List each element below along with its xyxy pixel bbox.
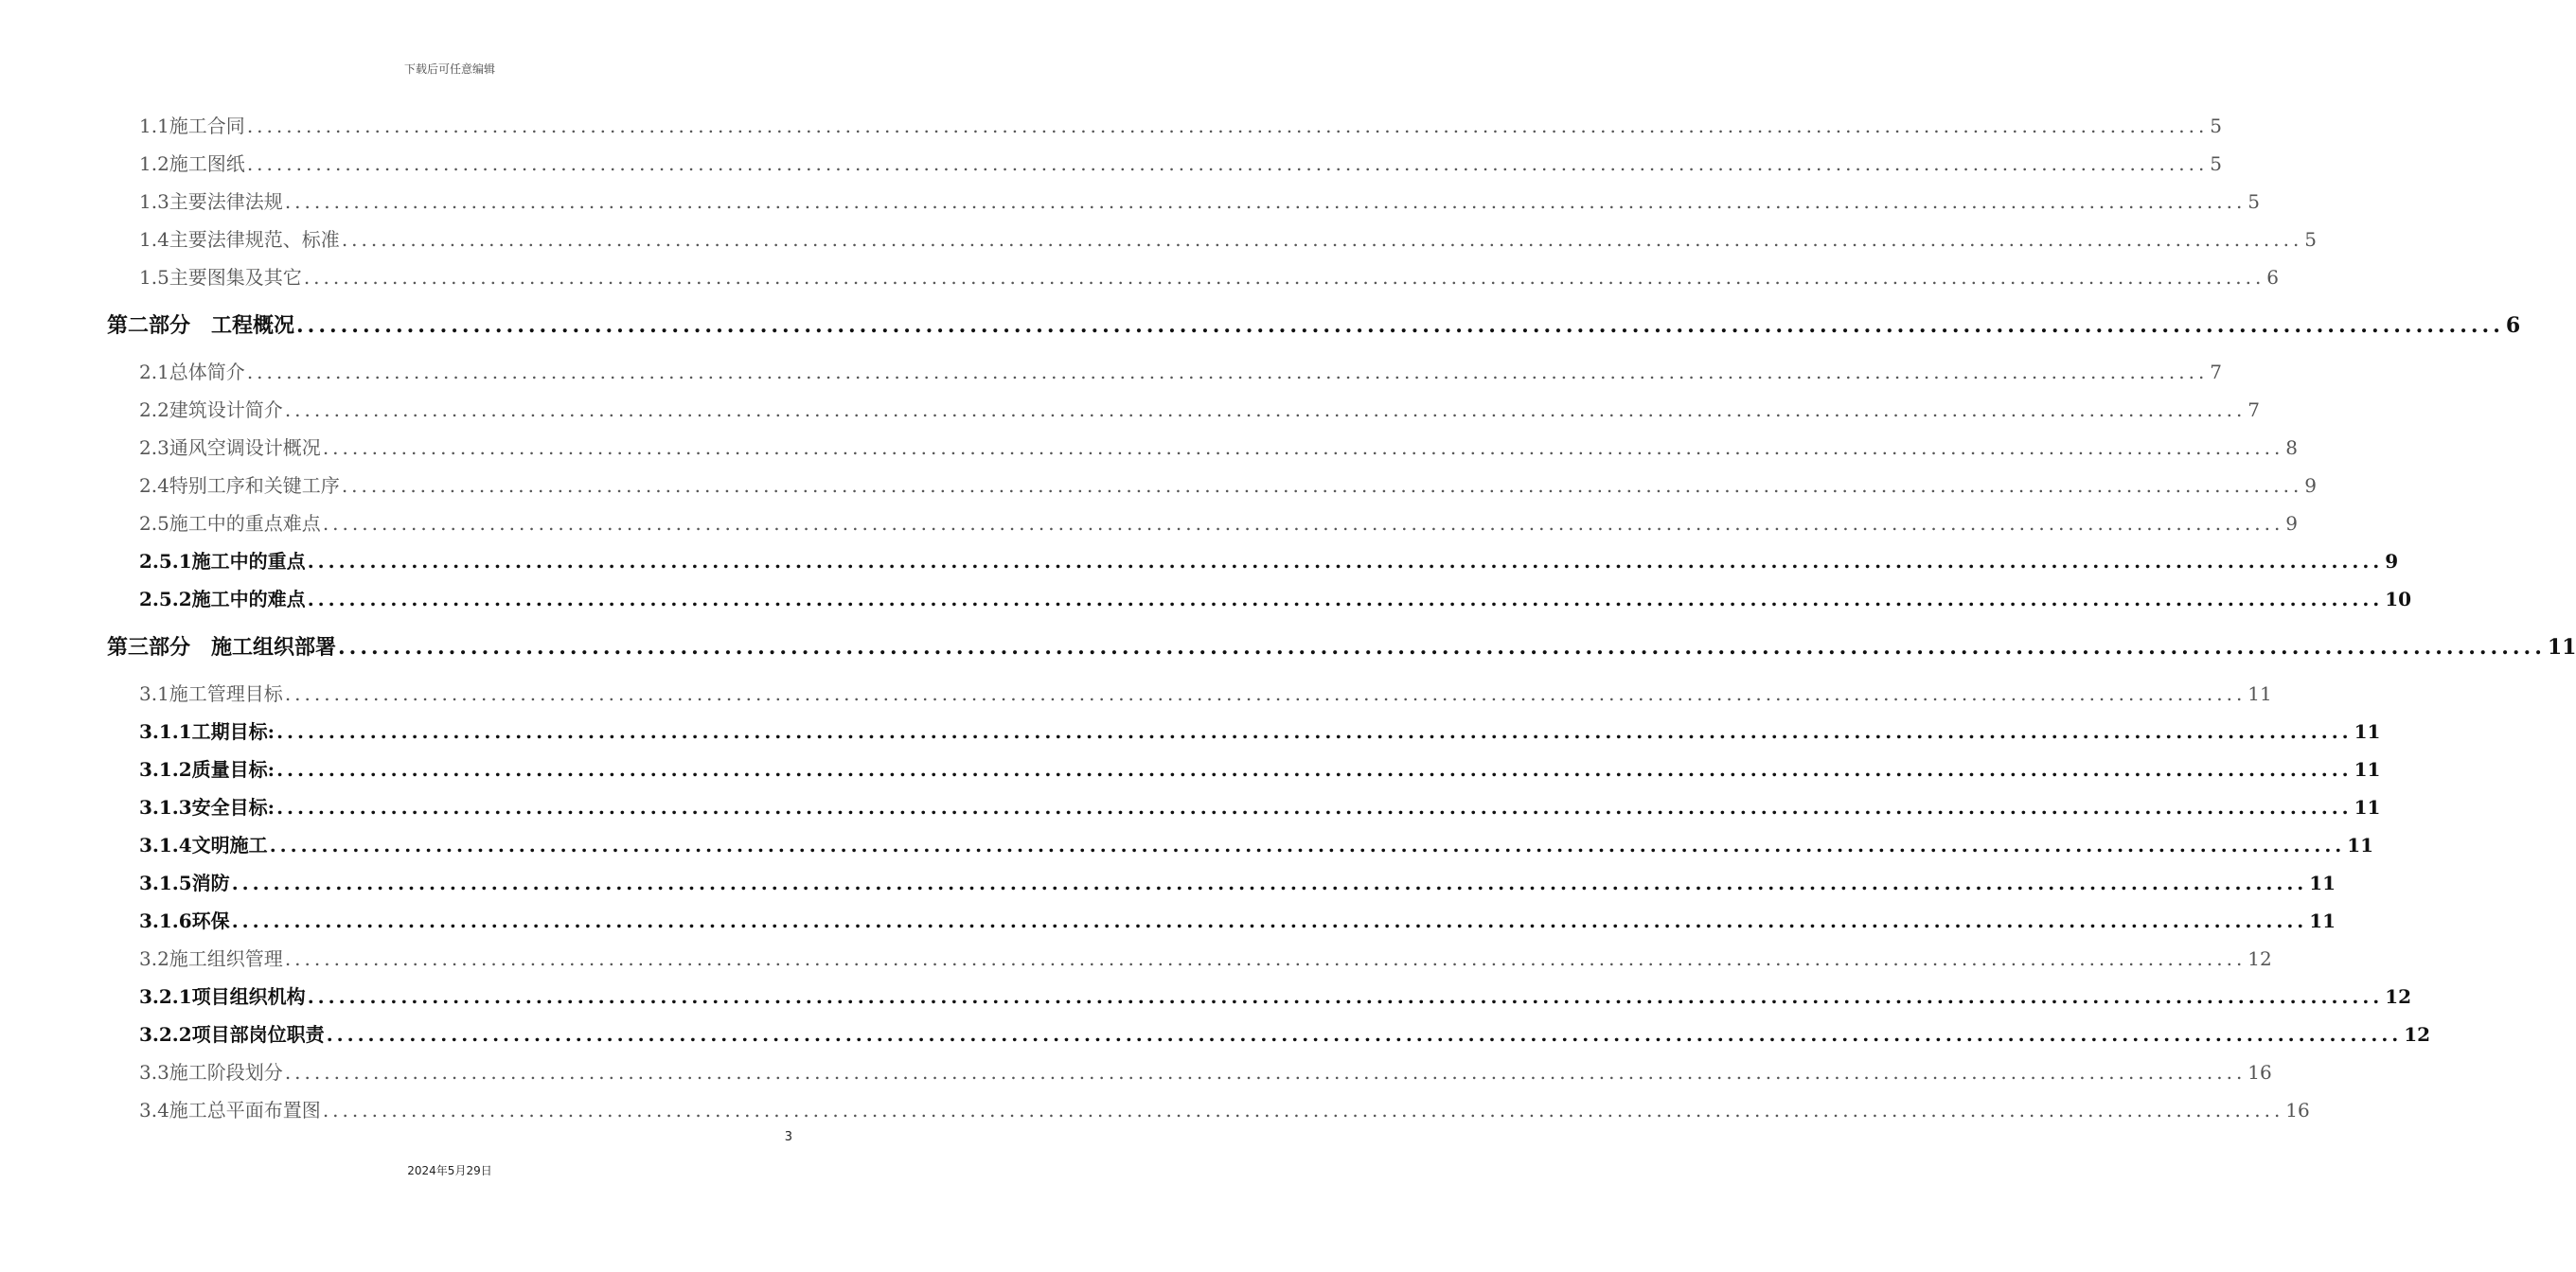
toc-entry-title: 1.1施工合同 [139, 115, 245, 137]
toc-entry[interactable] [139, 187, 2261, 216]
toc-entry-title: 3.1.4文明施工 [139, 834, 268, 857]
toc-leader-dots: ........................................................................................................................................................................................................ [246, 152, 2209, 175]
toc-leader-dots: ........................................................................................................................................................................................................ [341, 228, 2303, 251]
toc-entry[interactable] [139, 793, 2381, 822]
toc-leader-dots: ........................................................................................................................................................................................................ [338, 635, 2546, 660]
toc-leader-dots: ........................................................................................................................................................................................................ [341, 474, 2303, 497]
toc-entry-page: 5 [2210, 115, 2223, 137]
toc-entry[interactable] [139, 358, 2223, 386]
toc-entry-page: 10 [2385, 588, 2412, 610]
toc-entry[interactable] [139, 433, 2299, 462]
toc-entry-page: 7 [2210, 361, 2223, 383]
toc-entry[interactable] [139, 755, 2381, 784]
toc-leader-dots: ........................................................................................................................................................................................................ [246, 115, 2209, 137]
toc-entry-page: 12 [2247, 947, 2272, 970]
toc-entry-page: 9 [2304, 474, 2318, 497]
toc-leader-dots: ........................................................................................................................................................................................................ [303, 266, 2265, 289]
toc-leader-dots: ........................................................................................................................................................................................................ [322, 436, 2284, 459]
toc-entry-title: 1.4主要法律规范、标准 [139, 228, 340, 251]
toc-entry[interactable] [139, 945, 2272, 973]
toc-entry[interactable] [139, 680, 2272, 708]
toc-leader-dots: ........................................................................................................................................................................................................ [284, 398, 2247, 421]
toc-entry-title: 2.1总体简介 [139, 361, 245, 383]
toc-entry[interactable] [139, 112, 2223, 140]
toc-entry-title: 1.5主要图集及其它 [139, 266, 302, 289]
toc-entry-page: 11 [2347, 834, 2374, 857]
footer-date: 2024年5月29日 [407, 1164, 492, 1177]
toc-entry[interactable] [139, 547, 2399, 575]
toc-leader-dots: ........................................................................................................................................................................................................ [284, 1061, 2247, 1084]
toc-entry[interactable] [139, 471, 2318, 500]
toc-entry[interactable] [139, 1096, 2310, 1124]
toc-entry-title: 2.5.2施工中的难点 [139, 588, 306, 610]
toc-entry[interactable] [139, 982, 2412, 1011]
toc-entry-page: 11 [2309, 910, 2336, 932]
toc-leader-dots: ........................................................................................................................................................................................................ [276, 758, 2353, 781]
toc-entry-title: 2.3通风空调设计概况 [139, 436, 321, 459]
toc-leader-dots: ........................................................................................................................................................................................................ [231, 872, 2308, 894]
page-header: 下载后可任意编辑 [403, 62, 495, 76]
toc-entry-page: 8 [2285, 436, 2299, 459]
toc-entry-title: 3.1.5消防 [139, 872, 230, 894]
toc-entry-page: 6 [2266, 266, 2280, 289]
toc-leader-dots: ........................................................................................................................................................................................................ [307, 588, 2384, 610]
toc-entry-title: 2.2建筑设计简介 [139, 398, 283, 421]
toc-entry-page: 6 [2505, 313, 2521, 338]
toc-entry-title: 3.2.2项目部岗位职责 [139, 1023, 325, 1046]
toc-entry[interactable] [139, 225, 2318, 254]
toc-entry[interactable] [139, 717, 2381, 746]
toc-leader-dots: ........................................................................................................................................................................................................ [246, 361, 2209, 383]
toc-entry[interactable] [139, 907, 2336, 935]
toc-leader-dots: ........................................................................................................................................................................................................ [296, 313, 2504, 338]
toc-leader-dots: ........................................................................................................................................................................................................ [326, 1023, 2403, 1046]
toc-entry-page: 16 [2247, 1061, 2272, 1084]
toc-entry-title: 3.1施工管理目标 [139, 682, 283, 705]
toc-entry-title: 3.4施工总平面布置图 [139, 1099, 321, 1122]
toc-entry-page: 7 [2247, 398, 2261, 421]
toc-entry[interactable] [139, 1058, 2272, 1086]
toc-leader-dots: ........................................................................................................................................................................................................ [322, 1099, 2284, 1122]
toc-entry[interactable] [139, 150, 2223, 178]
toc-leader-dots: ........................................................................................................................................................................................................ [276, 796, 2353, 819]
toc-entry-page: 11 [2309, 872, 2336, 894]
toc-entry-title: 第三部分 施工组织部署 [107, 635, 337, 660]
toc-leader-dots: ........................................................................................................................................................................................................ [322, 512, 2284, 535]
toc-entry-page: 9 [2285, 512, 2299, 535]
toc-entry[interactable] [139, 1020, 2431, 1049]
toc-entry-title: 2.5施工中的重点难点 [139, 512, 321, 535]
toc-entry[interactable] [139, 869, 2336, 897]
toc-entry[interactable] [107, 632, 2576, 662]
toc-leader-dots: ........................................................................................................................................................................................................ [231, 910, 2308, 932]
toc-entry[interactable] [107, 310, 2521, 341]
toc-leader-dots: ........................................................................................................................................................................................................ [284, 682, 2247, 705]
toc-entry-page: 5 [2304, 228, 2318, 251]
page-number: 3 [784, 1130, 792, 1144]
toc-entry-page: 5 [2247, 190, 2261, 213]
toc-entry-page: 11 [2354, 758, 2381, 781]
toc-entry-title: 2.5.1施工中的重点 [139, 550, 306, 573]
toc-entry-page: 11 [2247, 682, 2272, 705]
toc-entry-title: 2.4特别工序和关键工序 [139, 474, 340, 497]
toc-entry-title: 1.3主要法律法规 [139, 190, 283, 213]
toc-entry-title: 3.2.1项目组织机构 [139, 985, 306, 1008]
toc-entry-page: 11 [2547, 635, 2576, 660]
toc-entry-page: 12 [2385, 985, 2412, 1008]
toc-leader-dots: ........................................................................................................................................................................................................ [276, 720, 2353, 743]
toc-leader-dots: ........................................................................................................................................................................................................ [269, 834, 2346, 857]
toc-entry-title: 1.2施工图纸 [139, 152, 245, 175]
toc-entry-title: 3.3施工阶段划分 [139, 1061, 283, 1084]
toc-entry-page: 16 [2285, 1099, 2310, 1122]
toc-entry[interactable] [139, 396, 2261, 424]
toc-entry-page: 11 [2354, 796, 2381, 819]
toc-entry-page: 12 [2404, 1023, 2431, 1046]
toc-entry[interactable] [139, 263, 2280, 292]
toc-entry[interactable] [139, 831, 2374, 859]
toc-leader-dots: ........................................................................................................................................................................................................ [307, 985, 2384, 1008]
toc-entry-title: 3.1.2质量目标: [139, 758, 275, 781]
toc-entry-title: 3.2施工组织管理 [139, 947, 283, 970]
toc-entry[interactable] [139, 509, 2299, 538]
toc-entry[interactable] [139, 585, 2412, 613]
toc-leader-dots: ........................................................................................................................................................................................................ [284, 190, 2247, 213]
toc-entry-page: 9 [2385, 550, 2399, 573]
toc-entry-title: 3.1.3安全目标: [139, 796, 275, 819]
toc-entry-page: 5 [2210, 152, 2223, 175]
toc-entry-title: 3.1.1工期目标: [139, 720, 275, 743]
toc-leader-dots: ........................................................................................................................................................................................................ [284, 947, 2247, 970]
toc-entry-title: 第二部分 工程概况 [107, 313, 295, 338]
toc-entry-page: 11 [2354, 720, 2381, 743]
toc-entry-title: 3.1.6环保 [139, 910, 230, 932]
toc-leader-dots: ........................................................................................................................................................................................................ [307, 550, 2384, 573]
